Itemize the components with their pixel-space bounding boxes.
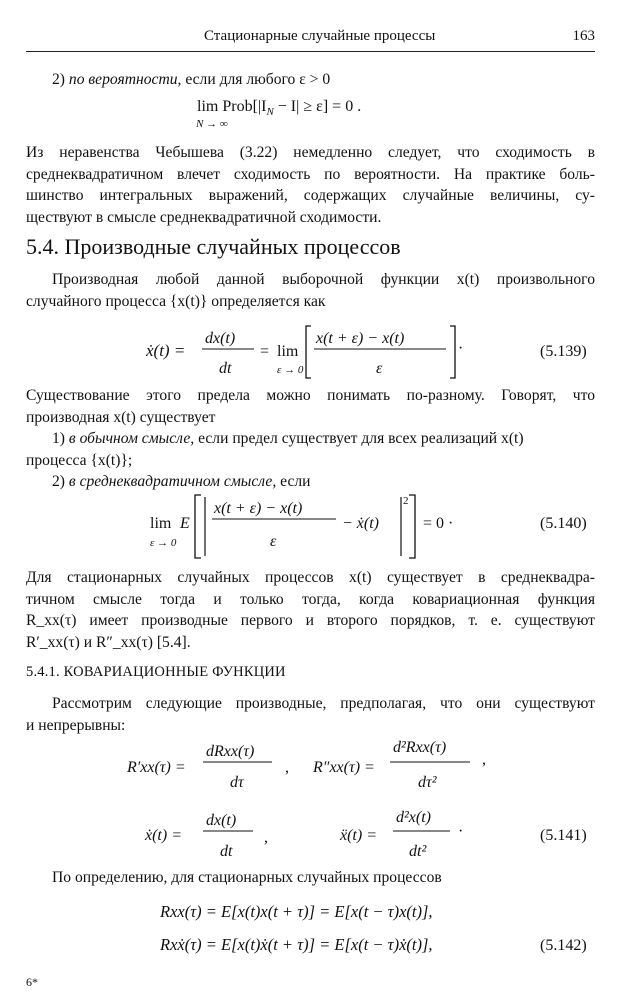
eq141-rdoubleprime-numerator: d²Rxx(τ) xyxy=(393,739,447,756)
section-title: 5.4. Производные случайных процессов xyxy=(26,234,401,259)
signature-mark: 6* xyxy=(26,975,38,989)
eq141-xddot-numerator: d²x(t) xyxy=(396,809,431,826)
eq139-lim-sub: ε → 0 xyxy=(277,364,304,376)
equation-prob-limit-subscript: N → ∞ xyxy=(196,118,228,130)
emphasis-term: по вероятности, xyxy=(68,71,182,88)
paragraph-stationary-derivative: Для стационарных случайных процессов x(t) существует в среднеквадра- тичном смысле тогда и только тогда, когда ковариационная функция R_xx(τ) имеет производные первого и второго порядков, т. е. существуют R′_xx(τ) и R″_xx(τ) [5.4]. xyxy=(26,569,595,651)
eq141-dot: · xyxy=(458,823,464,840)
paragraph-derivative-intro: Производная любой данной выборочной функции x(t) произвольного случайного процесса {x(t)} определяется как xyxy=(26,271,595,310)
eq141-rprime-lhs: R′xx(τ) = xyxy=(127,759,186,776)
equation-prob-limit: $\lim Prob[|I_N - I| \ge \varepsilon] = 0$ . xyxy=(197,98,362,119)
equation-number-5-139: (5.139) xyxy=(540,343,587,360)
eq140-lim-sub: ε → 0 xyxy=(150,537,177,549)
eq141-xdot-numerator: dx(t) xyxy=(206,812,237,829)
eq140-denominator: ε xyxy=(270,533,277,550)
eq141-xdot-denominator: dt xyxy=(220,843,233,860)
eq141-comma: , xyxy=(285,759,289,776)
eq141-rprime-numerator: dRxx(τ) xyxy=(206,743,255,760)
eq141-rprime-denominator: dτ xyxy=(230,774,244,791)
item-mean-square-sense: 2) в среднеквадратичном смысле, если xyxy=(52,473,311,490)
eq141-rdoubleprime-lhs: R″xx(τ) = xyxy=(313,759,375,776)
paragraph-definition: По определению, для стационарных случайных процессов xyxy=(52,869,442,886)
eq140-rhs: = 0 · xyxy=(423,515,454,532)
emphasis-term: в обычном смысле, xyxy=(68,430,195,447)
eq141-xddot-lhs: ẍ(t) = xyxy=(340,827,377,844)
page-number: 163 xyxy=(572,28,595,44)
eq142-line-2: Rxẋ(τ) = E[x(t)ẋ(t + τ)] = E[x(t − τ)ẋ(t)], xyxy=(160,935,433,954)
eq140-lim: lim xyxy=(150,515,172,532)
item-convergence-in-probability: 2) по вероятности, если для любого ε > 0 xyxy=(52,71,331,88)
eq139-dot: · xyxy=(458,340,464,357)
eq140-minus-term: − ẋ(t) xyxy=(342,515,379,532)
paragraph-chebyshev: Из неравенства Чебышева (3.22) немедленно следует, что сходимость в среднеквадратичном влечет сходимость по вероятности. На практике боль- шинство интегральных выражений, содержащих случайные величины, су- ществуют в смысле среднеквадратичной сходимости. xyxy=(26,144,595,226)
item-ordinary-sense: 1) в обычном смысле, если предел существует для всех реализаций x(t) процесса {x(t)}; xyxy=(26,430,524,469)
eq139-lim: lim xyxy=(277,343,299,360)
equation-number-5-140: (5.140) xyxy=(540,515,587,532)
equation-number-5-141: (5.141) xyxy=(540,827,587,844)
eq139-denominator: dt xyxy=(219,360,232,377)
eq140-power: 2 xyxy=(403,495,409,507)
paragraph-covariance-intro: Рассмотрим следующие производные, предполагая, что они существуют и непрерывны: xyxy=(26,695,595,734)
eq141-comma: , xyxy=(482,751,486,768)
emphasis-term: в среднеквадратичном смысле, xyxy=(68,473,277,490)
eq139-numerator: dx(t) xyxy=(205,330,236,347)
equation-number-5-142: (5.142) xyxy=(540,937,587,954)
eq140-expectation: E xyxy=(180,515,190,532)
running-header-title: Стационарные случайные процессы xyxy=(204,28,436,44)
eq139-inner-denominator: ε xyxy=(376,360,383,377)
eq141-xdot-lhs: ẋ(t) = xyxy=(145,827,182,844)
subsection-title: 5.4.1. КОВАРИАЦИОННЫЕ ФУНКЦИИ xyxy=(26,664,286,680)
paragraph-existence: Существование этого предела можно понимать по-разному. Говорят, что производная x(t) существует xyxy=(26,387,595,426)
eq142-line-1: Rxx(τ) = E[x(t)x(t + τ)] = E[x(t − τ)x(t)], xyxy=(160,902,433,921)
eq140-numerator: x(t + ε) − x(t) xyxy=(214,500,303,517)
eq139-equals: = xyxy=(260,343,270,360)
eq141-comma: , xyxy=(264,829,268,846)
eq139-lhs: ẋ(t) = xyxy=(146,341,186,360)
eq139-inner-numerator: x(t + ε) − x(t) xyxy=(316,330,405,347)
eq141-xddot-denominator: dt² xyxy=(409,843,427,860)
eq141-rdoubleprime-denominator: dτ² xyxy=(418,774,437,791)
